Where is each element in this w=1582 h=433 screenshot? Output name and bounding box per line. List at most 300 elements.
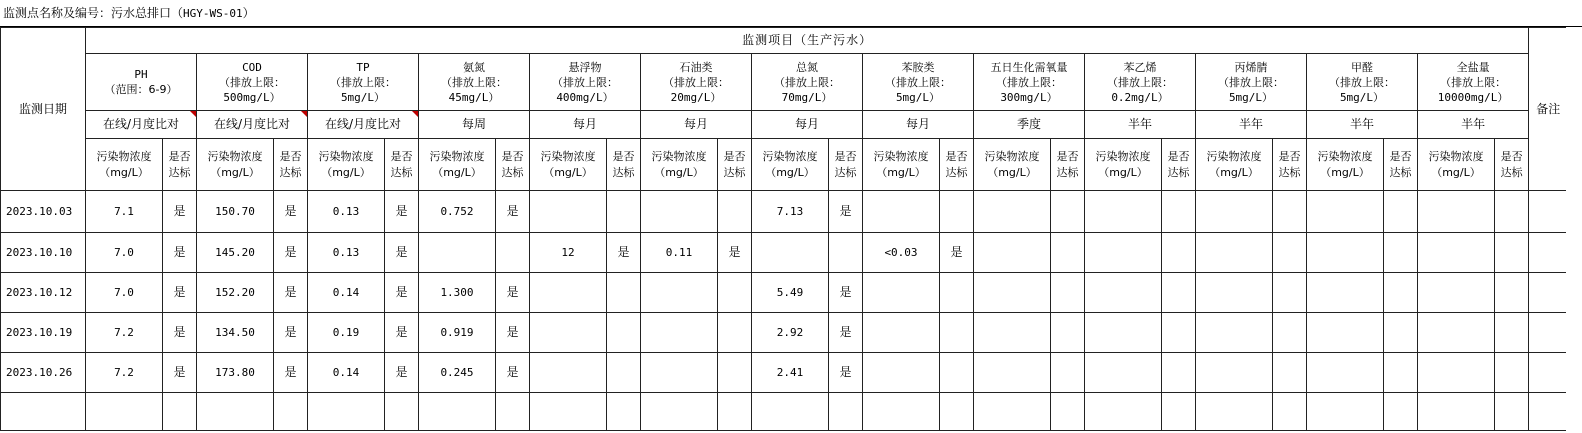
concentration-unit: （mg/L） [654, 165, 704, 179]
compliance-cell[interactable] [1162, 353, 1196, 393]
concentration-cell[interactable]: 0.14 [308, 353, 385, 393]
compliance-subheader [496, 139, 530, 191]
concentration-cell[interactable]: 0.919 [419, 313, 496, 353]
concentration-cell[interactable]: 152.20 [197, 273, 274, 313]
item-limit-value: 10000mg/L） [1437, 90, 1509, 104]
empty-cell[interactable] [419, 393, 496, 431]
date-cell[interactable]: 2023.10.03 [1, 191, 86, 233]
item-limit-value: 500mg/L） [223, 90, 281, 104]
empty-cell[interactable] [1051, 393, 1085, 431]
compliance-subheader [163, 139, 197, 191]
empty-cell[interactable] [974, 393, 1051, 431]
compliance-label-2: 达标 [1167, 165, 1190, 179]
compliance-cell[interactable]: 是 [385, 233, 419, 273]
concentration-cell[interactable] [1085, 191, 1162, 233]
compliance-cell[interactable]: 是 [274, 233, 308, 273]
item-frequency [197, 111, 308, 139]
compliance-cell[interactable]: 是 [496, 273, 530, 313]
empty-cell[interactable] [197, 393, 274, 431]
item-frequency [752, 111, 863, 139]
item-limit-label: （排放上限： [441, 75, 507, 89]
date-cell[interactable]: 2023.10.12 [1, 273, 86, 313]
concentration-label: 污染物浓度 [1206, 149, 1262, 163]
compliance-label-1: 是否 [1389, 149, 1412, 163]
concentration-cell[interactable] [1418, 233, 1495, 273]
compliance-cell[interactable] [607, 353, 641, 393]
concentration-cell[interactable] [863, 353, 940, 393]
concentration-label: 污染物浓度 [540, 149, 596, 163]
compliance-label-2: 达标 [279, 165, 302, 179]
compliance-cell[interactable] [1051, 191, 1085, 233]
compliance-cell[interactable] [940, 273, 974, 313]
empty-cell[interactable] [752, 393, 829, 431]
frequency-label: 每月 [572, 117, 597, 131]
item-limit-label: （排放上限： [1440, 75, 1507, 89]
compliance-cell[interactable]: 是 [274, 273, 308, 313]
compliance-cell[interactable]: 是 [163, 191, 197, 233]
item-limit-label: （排放上限： [1329, 75, 1395, 89]
concentration-cell[interactable] [1196, 233, 1273, 273]
concentration-subheader [1085, 139, 1162, 191]
group-title: 监测项目（生产污水） [86, 28, 1529, 54]
concentration-label: 污染物浓度 [1317, 149, 1373, 163]
item-limit-label: （排放上限： [996, 75, 1062, 89]
compliance-cell[interactable] [829, 233, 863, 273]
compliance-label-1: 是否 [834, 149, 857, 163]
concentration-cell[interactable]: 0.13 [308, 233, 385, 273]
concentration-cell[interactable] [863, 273, 940, 313]
concentration-unit: （mg/L） [876, 165, 926, 179]
concentration-cell[interactable] [1085, 353, 1162, 393]
compliance-cell[interactable] [718, 273, 752, 313]
item-name: TP [356, 60, 370, 74]
empty-row [1, 393, 1568, 431]
item-limit-label: （排放上限： [1218, 75, 1284, 89]
empty-cell[interactable] [1418, 393, 1495, 431]
compliance-cell[interactable] [1051, 353, 1085, 393]
compliance-cell[interactable] [1051, 273, 1085, 313]
compliance-cell[interactable] [1273, 273, 1307, 313]
compliance-cell[interactable]: 是 [829, 191, 863, 233]
concentration-cell[interactable] [1307, 191, 1384, 233]
sheet-right-margin [1566, 27, 1582, 433]
frequency-label: 在线/月度比对 [102, 117, 180, 131]
compliance-subheader [385, 139, 419, 191]
concentration-cell[interactable]: 0.19 [308, 313, 385, 353]
compliance-cell[interactable]: 是 [274, 313, 308, 353]
item-header [641, 54, 752, 111]
date-column-header: 监测日期 [1, 28, 86, 191]
remark-cell[interactable] [1529, 353, 1568, 393]
remark-cell[interactable] [1529, 313, 1568, 353]
item-frequency [1307, 111, 1418, 139]
concentration-cell[interactable] [530, 191, 607, 233]
item-frequency [308, 111, 419, 139]
item-limit-label: （排放上限： [663, 75, 729, 89]
table-row [1, 353, 1568, 393]
item-limit-value: 45mg/L） [448, 90, 500, 104]
item-header [308, 54, 419, 111]
compliance-cell[interactable] [607, 273, 641, 313]
date-cell[interactable] [1, 393, 86, 431]
date-cell[interactable]: 2023.10.19 [1, 313, 86, 353]
remark-cell[interactable] [1529, 393, 1568, 431]
compliance-cell[interactable]: 是 [163, 273, 197, 313]
item-limit-label: （排放上限： [219, 75, 285, 89]
compliance-subheader [274, 139, 308, 191]
concentration-cell[interactable] [863, 191, 940, 233]
compliance-label-1: 是否 [1500, 149, 1523, 163]
compliance-cell[interactable] [718, 353, 752, 393]
concentration-cell[interactable] [1196, 191, 1273, 233]
concentration-cell[interactable] [1307, 273, 1384, 313]
concentration-cell[interactable] [1307, 233, 1384, 273]
empty-cell[interactable] [1085, 393, 1162, 431]
concentration-subheader [197, 139, 274, 191]
concentration-cell[interactable] [863, 313, 940, 353]
concentration-cell[interactable] [641, 313, 718, 353]
compliance-cell[interactable]: 是 [163, 313, 197, 353]
item-name: 总氮 [796, 60, 818, 74]
item-name: 全盐量 [1456, 60, 1490, 74]
compliance-cell[interactable] [1384, 313, 1418, 353]
empty-cell[interactable] [86, 393, 163, 431]
empty-cell[interactable] [863, 393, 940, 431]
empty-cell[interactable] [163, 393, 197, 431]
concentration-cell[interactable] [974, 353, 1051, 393]
item-limit-value: 70mg/L） [781, 90, 833, 104]
concentration-cell[interactable] [641, 191, 718, 233]
compliance-cell[interactable] [1051, 313, 1085, 353]
item-name: COD [242, 60, 262, 74]
compliance-cell[interactable]: 是 [385, 353, 419, 393]
empty-cell[interactable] [829, 393, 863, 431]
compliance-cell[interactable]: 是 [496, 353, 530, 393]
concentration-cell[interactable]: 7.0 [86, 233, 163, 273]
compliance-cell[interactable] [1495, 233, 1529, 273]
empty-cell[interactable] [607, 393, 641, 431]
compliance-label-2: 达标 [723, 165, 746, 179]
item-limit-label: （范围：6-9） [104, 83, 178, 96]
compliance-cell[interactable] [1384, 353, 1418, 393]
empty-cell[interactable] [641, 393, 718, 431]
compliance-label-2: 达标 [501, 165, 524, 179]
compliance-cell[interactable] [1495, 353, 1529, 393]
concentration-cell[interactable] [530, 313, 607, 353]
compliance-cell[interactable] [940, 313, 974, 353]
item-header [1307, 54, 1418, 111]
compliance-cell[interactable]: 是 [829, 273, 863, 313]
concentration-cell[interactable] [1307, 353, 1384, 393]
concentration-cell[interactable]: 0.13 [308, 191, 385, 233]
item-name: PH [134, 68, 148, 81]
item-frequency [641, 111, 752, 139]
concentration-cell[interactable] [974, 191, 1051, 233]
compliance-label-1: 是否 [1167, 149, 1190, 163]
frequency-label: 在线/月度比对 [213, 117, 291, 131]
item-frequency [1085, 111, 1196, 139]
compliance-cell[interactable] [1495, 313, 1529, 353]
concentration-cell[interactable] [1196, 353, 1273, 393]
monitoring-table [0, 27, 1568, 431]
concentration-unit: （mg/L） [987, 165, 1037, 179]
frequency-label: 半年 [1461, 117, 1486, 131]
empty-cell[interactable] [1384, 393, 1418, 431]
frequency-label: 季度 [1016, 117, 1041, 131]
concentration-label: 污染物浓度 [651, 149, 707, 163]
compliance-cell[interactable]: 是 [718, 233, 752, 273]
compliance-cell[interactable] [1162, 313, 1196, 353]
concentration-label: 污染物浓度 [207, 149, 263, 163]
compliance-cell[interactable] [1273, 313, 1307, 353]
frequency-label: 在线/月度比对 [324, 117, 402, 131]
compliance-cell[interactable] [607, 313, 641, 353]
item-name: 苯胺类 [901, 60, 935, 74]
item-header [1196, 54, 1307, 111]
empty-cell[interactable] [530, 393, 607, 431]
compliance-cell[interactable] [1273, 191, 1307, 233]
compliance-cell[interactable]: 是 [385, 313, 419, 353]
monitoring-point-code: HGY-WS-01 [183, 7, 243, 20]
compliance-cell[interactable]: 是 [163, 233, 197, 273]
concentration-cell[interactable] [1085, 233, 1162, 273]
item-limit-label: （排放上限： [1107, 75, 1173, 89]
concentration-cell[interactable] [1196, 273, 1273, 313]
concentration-cell[interactable] [974, 273, 1051, 313]
compliance-cell[interactable] [607, 191, 641, 233]
concentration-unit: （mg/L） [1098, 165, 1148, 179]
compliance-label-2: 达标 [168, 165, 191, 179]
concentration-cell[interactable]: 0.752 [419, 191, 496, 233]
concentration-subheader [752, 139, 829, 191]
compliance-cell[interactable]: 是 [385, 191, 419, 233]
compliance-cell[interactable] [1384, 273, 1418, 313]
concentration-cell[interactable]: 0.245 [419, 353, 496, 393]
remark-cell[interactable] [1529, 233, 1568, 273]
monitoring-point-label: 监测点名称及编号：污水总排口（ [3, 6, 184, 20]
item-header [752, 54, 863, 111]
compliance-subheader [1051, 139, 1085, 191]
monitoring-point-close: ） [242, 6, 255, 20]
empty-cell[interactable] [1495, 393, 1529, 431]
concentration-cell[interactable] [1418, 313, 1495, 353]
item-frequency [974, 111, 1085, 139]
concentration-cell[interactable] [1418, 353, 1495, 393]
concentration-label: 污染物浓度 [1428, 149, 1484, 163]
concentration-unit: （mg/L） [1431, 165, 1481, 179]
item-name: 苯乙烯 [1123, 60, 1157, 74]
compliance-cell[interactable]: 是 [385, 273, 419, 313]
compliance-subheader [940, 139, 974, 191]
concentration-subheader [863, 139, 940, 191]
compliance-cell[interactable] [1495, 273, 1529, 313]
monitoring-point-title [0, 0, 1582, 27]
concentration-cell[interactable] [1196, 313, 1273, 353]
concentration-cell[interactable] [1418, 191, 1495, 233]
concentration-cell[interactable]: 7.13 [752, 191, 829, 233]
concentration-cell[interactable]: 173.80 [197, 353, 274, 393]
compliance-cell[interactable]: 是 [496, 313, 530, 353]
compliance-cell[interactable]: 是 [829, 353, 863, 393]
item-header [197, 54, 308, 111]
item-frequency [86, 111, 197, 139]
item-limit-label: （排放上限： [330, 75, 396, 89]
concentration-subheader [641, 139, 718, 191]
compliance-cell[interactable] [1162, 191, 1196, 233]
compliance-cell[interactable]: 是 [274, 353, 308, 393]
concentration-subheader [1418, 139, 1495, 191]
compliance-cell[interactable] [496, 233, 530, 273]
compliance-label-2: 达标 [612, 165, 635, 179]
compliance-cell[interactable]: 是 [163, 353, 197, 393]
concentration-cell[interactable] [974, 313, 1051, 353]
concentration-cell[interactable]: 0.14 [308, 273, 385, 313]
empty-cell[interactable] [308, 393, 385, 431]
concentration-cell[interactable]: 5.49 [752, 273, 829, 313]
table-row [1, 233, 1568, 273]
compliance-cell[interactable] [1162, 273, 1196, 313]
concentration-cell[interactable] [641, 353, 718, 393]
item-limit-label: （排放上限： [774, 75, 840, 89]
item-name: 石油类 [679, 60, 713, 74]
item-limit-value: 5mg/L） [1339, 90, 1385, 104]
concentration-label: 污染物浓度 [984, 149, 1040, 163]
concentration-cell[interactable] [1085, 313, 1162, 353]
compliance-subheader [607, 139, 641, 191]
item-name: 氨氮 [463, 60, 485, 74]
compliance-cell[interactable] [1273, 353, 1307, 393]
concentration-cell[interactable] [1085, 273, 1162, 313]
item-limit-value: 0.2mg/L） [1111, 90, 1169, 104]
empty-cell[interactable] [1307, 393, 1384, 431]
item-limit-label: （排放上限： [885, 75, 951, 89]
concentration-unit: （mg/L） [1320, 165, 1370, 179]
item-frequency [419, 111, 530, 139]
compliance-label-1: 是否 [279, 149, 302, 163]
compliance-cell[interactable] [718, 313, 752, 353]
date-cell[interactable]: 2023.10.26 [1, 353, 86, 393]
concentration-cell[interactable]: 145.20 [197, 233, 274, 273]
concentration-cell[interactable] [530, 273, 607, 313]
concentration-cell[interactable] [641, 273, 718, 313]
concentration-cell[interactable] [1418, 273, 1495, 313]
concentration-cell[interactable]: 0.11 [641, 233, 718, 273]
compliance-cell[interactable] [1384, 191, 1418, 233]
frequency-label: 每月 [683, 117, 708, 131]
comment-marker-icon[interactable] [190, 111, 196, 117]
compliance-label-2: 达标 [1278, 165, 1301, 179]
compliance-cell[interactable] [1384, 233, 1418, 273]
compliance-cell[interactable] [940, 353, 974, 393]
item-name: 五日生化需氧量 [990, 60, 1068, 74]
frequency-label: 每周 [461, 117, 486, 131]
remark-cell[interactable] [1529, 273, 1568, 313]
compliance-cell[interactable] [1273, 233, 1307, 273]
concentration-cell[interactable]: 1.300 [419, 273, 496, 313]
empty-cell[interactable] [1273, 393, 1307, 431]
concentration-subheader [86, 139, 163, 191]
compliance-label-1: 是否 [1056, 149, 1079, 163]
compliance-label-2: 达标 [1056, 165, 1079, 179]
item-frequency [1196, 111, 1307, 139]
item-name: 甲醛 [1351, 60, 1373, 74]
empty-cell[interactable] [1162, 393, 1196, 431]
remark-cell[interactable] [1529, 191, 1568, 233]
frequency-label: 每月 [794, 117, 819, 131]
empty-cell[interactable] [1196, 393, 1273, 431]
concentration-cell[interactable]: 7.1 [86, 191, 163, 233]
concentration-unit: （mg/L） [321, 165, 371, 179]
concentration-cell[interactable] [419, 233, 496, 273]
empty-cell[interactable] [496, 393, 530, 431]
item-limit-label: （排放上限： [552, 75, 618, 89]
item-header [86, 54, 197, 111]
empty-cell[interactable] [385, 393, 419, 431]
compliance-label-1: 是否 [1278, 149, 1301, 163]
concentration-cell[interactable]: 134.50 [197, 313, 274, 353]
concentration-cell[interactable] [1307, 313, 1384, 353]
concentration-cell[interactable]: <0.03 [863, 233, 940, 273]
concentration-cell[interactable]: 12 [530, 233, 607, 273]
compliance-label-1: 是否 [612, 149, 635, 163]
compliance-label-2: 达标 [1500, 165, 1523, 179]
empty-cell[interactable] [940, 393, 974, 431]
concentration-label: 污染物浓度 [873, 149, 929, 163]
concentration-cell[interactable] [752, 233, 829, 273]
compliance-cell[interactable] [1162, 233, 1196, 273]
compliance-cell[interactable]: 是 [940, 233, 974, 273]
item-header [530, 54, 641, 111]
concentration-cell[interactable]: 2.41 [752, 353, 829, 393]
concentration-subheader [530, 139, 607, 191]
concentration-subheader [1307, 139, 1384, 191]
concentration-subheader [974, 139, 1051, 191]
concentration-cell[interactable] [974, 233, 1051, 273]
compliance-label-1: 是否 [501, 149, 524, 163]
empty-cell[interactable] [274, 393, 308, 431]
concentration-label: 污染物浓度 [762, 149, 818, 163]
concentration-cell[interactable] [530, 353, 607, 393]
concentration-cell[interactable]: 7.2 [86, 353, 163, 393]
compliance-cell[interactable] [1051, 233, 1085, 273]
compliance-cell[interactable] [718, 191, 752, 233]
compliance-cell[interactable] [1495, 191, 1529, 233]
compliance-cell[interactable]: 是 [607, 233, 641, 273]
concentration-unit: （mg/L） [210, 165, 260, 179]
concentration-cell[interactable]: 2.92 [752, 313, 829, 353]
compliance-cell[interactable]: 是 [829, 313, 863, 353]
compliance-subheader [1384, 139, 1418, 191]
concentration-cell[interactable]: 7.0 [86, 273, 163, 313]
compliance-subheader [1273, 139, 1307, 191]
comment-marker-icon[interactable] [301, 111, 307, 117]
item-name: 悬浮物 [568, 60, 602, 74]
compliance-cell[interactable] [940, 191, 974, 233]
empty-cell[interactable] [718, 393, 752, 431]
date-cell[interactable]: 2023.10.10 [1, 233, 86, 273]
compliance-cell[interactable]: 是 [496, 191, 530, 233]
concentration-cell[interactable]: 150.70 [197, 191, 274, 233]
item-limit-value: 20mg/L） [670, 90, 722, 104]
concentration-unit: （mg/L） [1209, 165, 1259, 179]
compliance-subheader [829, 139, 863, 191]
concentration-label: 污染物浓度 [429, 149, 485, 163]
compliance-cell[interactable]: 是 [274, 191, 308, 233]
item-header [974, 54, 1085, 111]
comment-marker-icon[interactable] [412, 111, 418, 117]
compliance-subheader [1495, 139, 1529, 191]
concentration-cell[interactable]: 7.2 [86, 313, 163, 353]
